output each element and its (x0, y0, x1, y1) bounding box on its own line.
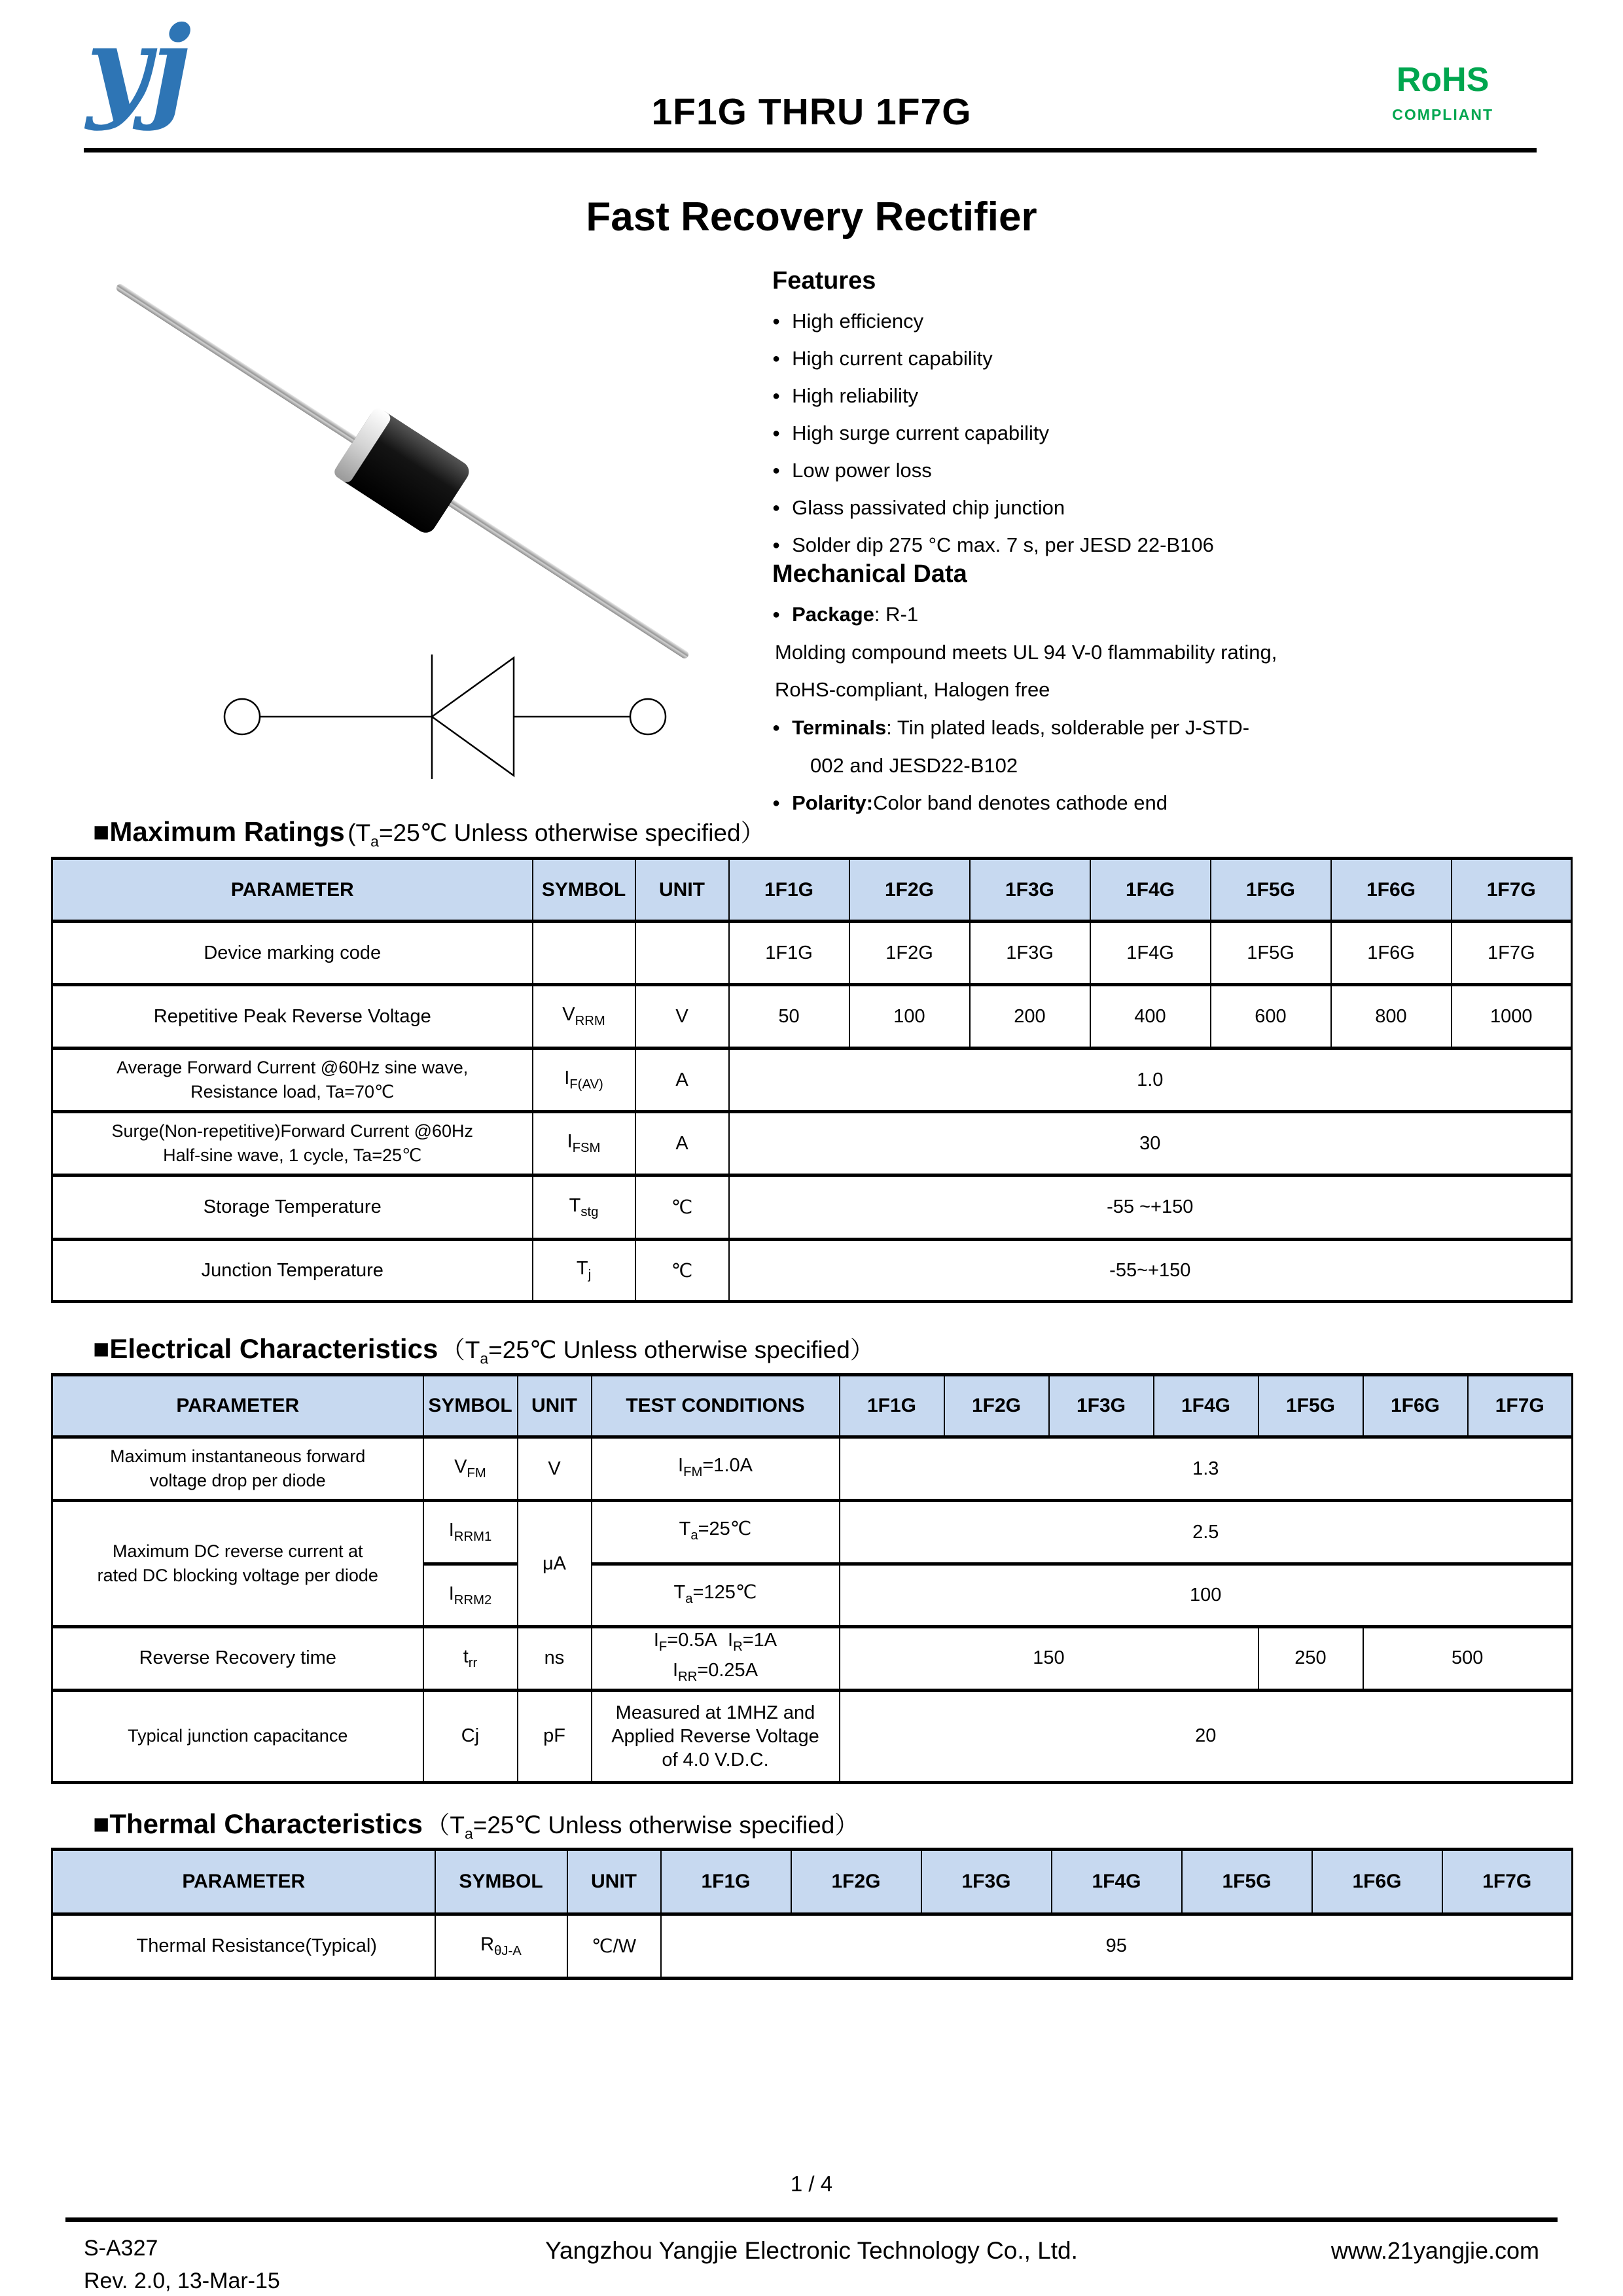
table-row (52, 1049, 1572, 1112)
maximum-ratings-table (51, 857, 1573, 1303)
value-cell: 1F2G (849, 922, 970, 985)
col-part: 1F1G (840, 1375, 944, 1437)
diode-triangle (432, 658, 514, 776)
value-cell-span: 20 (840, 1690, 1573, 1782)
value-cell-span: 500 (1363, 1627, 1573, 1691)
value-cell-span: 100 (840, 1564, 1573, 1627)
unit-cell: A (635, 1112, 729, 1175)
col-part: 1F5G (1211, 859, 1331, 922)
feature-text: High reliability (792, 384, 919, 407)
col-part: 1F7G (1442, 1850, 1573, 1914)
mechanical-terminals-line (772, 716, 1597, 740)
value-cell-span: -55~+150 (729, 1240, 1572, 1302)
feature-text: Glass passivated chip junction (792, 496, 1065, 519)
test-conditions-cell: $T_a=25℃$ (592, 1501, 840, 1564)
value-cell: 1F1G (729, 922, 849, 985)
table-header-row (52, 1850, 1573, 1914)
page-title: Fast Recovery Rectifier (586, 194, 1037, 240)
feature-text: High current capability (792, 347, 993, 370)
value-cell: 100 (849, 985, 970, 1049)
col-part: 1F3G (970, 859, 1090, 922)
feature-item (772, 384, 1571, 408)
table-header-row (52, 1375, 1573, 1437)
molding-line-2: RoHS-compliant, Halogen free (775, 678, 1050, 702)
param-cell: Repetitive Peak Reverse Voltage (52, 985, 533, 1049)
feature-text: Solder dip 275 °C max. 7 s, per JESD 22-B106 (792, 533, 1214, 556)
unit-cell: ns (518, 1627, 592, 1691)
symbol-cell: $V_{FM}$ (423, 1437, 518, 1501)
bullet-icon: ● (772, 607, 781, 622)
feature-item (772, 310, 1571, 333)
mechanical-data-section (772, 560, 1597, 829)
polarity-value: Color band denotes cathode end (873, 791, 1168, 815)
col-symbol: SYMBOL (533, 859, 635, 922)
symbol-cell: $T_j$ (533, 1240, 635, 1302)
table-row (52, 1914, 1573, 1979)
value-cell-span: -55 ~+150 (729, 1175, 1572, 1240)
table-row (52, 1501, 1573, 1564)
table-row (52, 1112, 1572, 1175)
electrical-characteristics-heading (93, 1330, 874, 1367)
value-cell: 1F5G (1211, 922, 1331, 985)
bullet-icon: ● (772, 538, 781, 552)
value-cell-span: 30 (729, 1112, 1572, 1175)
col-symbol: SYMBOL (435, 1850, 567, 1914)
bullet-icon: ● (772, 351, 781, 366)
page-number: 1 / 4 (790, 2172, 833, 2196)
bullet-icon: ● (772, 796, 781, 811)
col-symbol: SYMBOL (423, 1375, 518, 1437)
unit-cell: A (635, 1049, 729, 1112)
symbol-cell: $t_{rr}$ (423, 1627, 518, 1691)
mechanical-package-line (772, 603, 1597, 626)
param-cell: Junction Temperature (52, 1240, 533, 1302)
features-heading: Features (772, 267, 876, 295)
rohs-compliant-label: COMPLIANT (1392, 106, 1493, 123)
unit-cell: μA (518, 1501, 592, 1627)
thermal-characteristics-table (51, 1848, 1573, 1980)
col-parameter: PARAMETER (52, 859, 533, 922)
table-row (52, 1690, 1573, 1782)
maximum-ratings-heading (93, 813, 765, 850)
feature-text: High surge current capability (792, 422, 1049, 444)
test-conditions-cell: Measured at 1MHZ and Applied Reverse Voltage of 4.0 V.D.C. (592, 1690, 840, 1782)
yangjie-logo: yj (86, 2, 192, 133)
company-website[interactable]: www.21yangjie.com (1330, 2237, 1539, 2264)
bullet-icon: ● (772, 463, 781, 478)
value-cell: 50 (729, 985, 849, 1049)
feature-text: High efficiency (792, 310, 924, 332)
unit-cell: V (518, 1437, 592, 1501)
section-title: ■Electrical Characteristics (93, 1333, 438, 1364)
test-conditions-cell: $T_a=125℃$ (592, 1564, 840, 1627)
section-title: ■Thermal Characteristics (93, 1808, 423, 1839)
electrical-characteristics-table (51, 1373, 1573, 1784)
mechanical-polarity-line (772, 791, 1597, 815)
col-test-conditions: TEST CONDITIONS (592, 1375, 840, 1437)
mechanical-heading: Mechanical Data (772, 560, 967, 588)
symbol-cell: $I_{RRM2}$ (423, 1564, 518, 1627)
col-part: 1F4G (1154, 1375, 1258, 1437)
features-section (772, 267, 1571, 571)
value-cell-span: 150 (840, 1627, 1258, 1691)
symbol-cell: $T_{stg}$ (533, 1175, 635, 1240)
unit-cell: ℃ (635, 1175, 729, 1240)
col-part: 1F4G (1090, 859, 1211, 922)
feature-item (772, 347, 1571, 370)
param-cell: Storage Temperature (52, 1175, 533, 1240)
anode-terminal-circle (224, 699, 260, 734)
value-cell-span: 2.5 (840, 1501, 1573, 1564)
col-unit: UNIT (567, 1850, 661, 1914)
table-row (52, 985, 1572, 1049)
col-part: 1F7G (1452, 859, 1572, 922)
col-part: 1F1G (729, 859, 849, 922)
feature-item (772, 496, 1571, 520)
symbol-cell: $R_{\theta J-A}$ (435, 1914, 567, 1979)
bullet-icon: ● (772, 426, 781, 440)
param-cell: Maximum DC reverse current at rated DC blocking voltage per diode (52, 1501, 423, 1627)
col-part: 1F6G (1363, 1375, 1468, 1437)
bullet-icon: ● (772, 501, 781, 515)
col-part: 1F4G (1052, 1850, 1182, 1914)
header-divider (84, 148, 1537, 152)
bullet-icon: ● (772, 314, 781, 329)
unit-cell: ℃ (635, 1240, 729, 1302)
terminals-value: : Tin plated leads, solderable per J-STD- (886, 715, 1250, 739)
param-cell: Surge(Non-repetitive)Forward Current @60Hz Half-sine wave, 1 cycle, Ta=25℃ (52, 1112, 533, 1175)
section-condition: （$T_a=25℃$ Unless otherwise specified） (440, 1336, 874, 1367)
symbol-cell (533, 922, 635, 985)
doc-revision: Rev. 2.0, 13-Mar-15 (84, 2269, 280, 2293)
table-row (52, 922, 1572, 985)
polarity-label: Polarity: (792, 791, 874, 815)
feature-item (772, 422, 1571, 445)
value-cell-span: 1.3 (840, 1437, 1573, 1501)
part-range-title: 1F1G THRU 1F7G (651, 91, 972, 133)
test-conditions-cell: $I_{FM}=1.0A$ (592, 1437, 840, 1501)
unit-cell (635, 922, 729, 985)
symbol-cell: Cj (423, 1690, 518, 1782)
feature-item (772, 459, 1571, 482)
table-header-row (52, 859, 1572, 922)
section-title: ■Maximum Ratings (93, 816, 345, 847)
value-cell-span: 95 (661, 1914, 1573, 1979)
doc-code: S-A327 (84, 2236, 158, 2261)
symbol-cell: $I_{FSM}$ (533, 1112, 635, 1175)
param-cell: Maximum instantaneous forward voltage drop per diode (52, 1437, 423, 1501)
feature-text: Low power loss (792, 459, 932, 482)
col-part: 1F2G (791, 1850, 921, 1914)
col-unit: UNIT (518, 1375, 592, 1437)
col-part: 1F6G (1312, 1850, 1442, 1914)
col-part: 1F3G (921, 1850, 1052, 1914)
value-cell: 600 (1211, 985, 1331, 1049)
package-label: Package (792, 603, 874, 626)
param-cell: Reverse Recovery time (52, 1627, 423, 1691)
value-cell: 800 (1331, 985, 1452, 1049)
value-cell: 1F7G (1452, 922, 1572, 985)
col-parameter: PARAMETER (52, 1375, 423, 1437)
value-cell: 250 (1258, 1627, 1363, 1691)
thermal-characteristics-heading (93, 1805, 859, 1842)
param-cell: Average Forward Current @60Hz sine wave, Resistance load, Ta=70℃ (52, 1049, 533, 1112)
col-part: 1F7G (1468, 1375, 1573, 1437)
rohs-label: RoHS (1396, 61, 1489, 99)
col-part: 1F6G (1331, 859, 1452, 922)
col-part: 1F1G (661, 1850, 791, 1914)
value-cell: 1000 (1452, 985, 1572, 1049)
value-cell: 1F6G (1331, 922, 1452, 985)
table-row (52, 1240, 1572, 1302)
terminals-line-2: 002 and JESD22-B102 (810, 753, 1018, 777)
value-cell: 1F4G (1090, 922, 1211, 985)
col-part: 1F5G (1182, 1850, 1312, 1914)
section-condition: ($T_a=25℃$ Unless otherwise specified） (348, 819, 765, 850)
diode-schematic-symbol (216, 641, 674, 792)
bullet-icon: ● (772, 720, 781, 735)
cathode-terminal-circle (630, 699, 666, 734)
param-cell: Device marking code (52, 922, 533, 985)
package-value: : R-1 (874, 603, 919, 626)
rohs-badge (1392, 63, 1493, 124)
section-condition: （$T_a=25℃$ Unless otherwise specified） (425, 1812, 859, 1842)
unit-cell: V (635, 985, 729, 1049)
symbol-cell: $V_{RRM}$ (533, 985, 635, 1049)
value-cell: 400 (1090, 985, 1211, 1049)
col-part: 1F2G (944, 1375, 1049, 1437)
col-part: 1F5G (1258, 1375, 1363, 1437)
company-name: Yangzhou Yangjie Electronic Technology Co., Ltd. (545, 2237, 1078, 2264)
param-cell: Thermal Resistance(Typical) (52, 1914, 435, 1979)
diode-photo-illustration (92, 262, 713, 681)
symbol-cell: $I_{RRM1}$ (423, 1501, 518, 1564)
table-row (52, 1175, 1572, 1240)
table-row (52, 1627, 1573, 1691)
col-part: 1F3G (1049, 1375, 1154, 1437)
value-cell: 1F3G (970, 922, 1090, 985)
unit-cell: pF (518, 1690, 592, 1782)
bullet-icon: ● (772, 389, 781, 403)
footer-divider (65, 2217, 1558, 2222)
unit-cell: ℃/W (567, 1914, 661, 1979)
test-conditions-cell: $I_F=0.5A$ $I_R=1A$ $I_{RR}=0.25A$ (592, 1627, 840, 1691)
value-cell: 200 (970, 985, 1090, 1049)
param-cell: Typical junction capacitance (52, 1690, 423, 1782)
molding-line-1: Molding compound meets UL 94 V-0 flammability rating, (775, 640, 1277, 664)
col-parameter: PARAMETER (52, 1850, 435, 1914)
value-cell-span: 1.0 (729, 1049, 1572, 1112)
terminals-label: Terminals (792, 715, 887, 739)
symbol-cell: $I_{F(AV)}$ (533, 1049, 635, 1112)
feature-item (772, 533, 1571, 557)
col-unit: UNIT (635, 859, 729, 922)
table-row (52, 1437, 1573, 1501)
col-part: 1F2G (849, 859, 970, 922)
